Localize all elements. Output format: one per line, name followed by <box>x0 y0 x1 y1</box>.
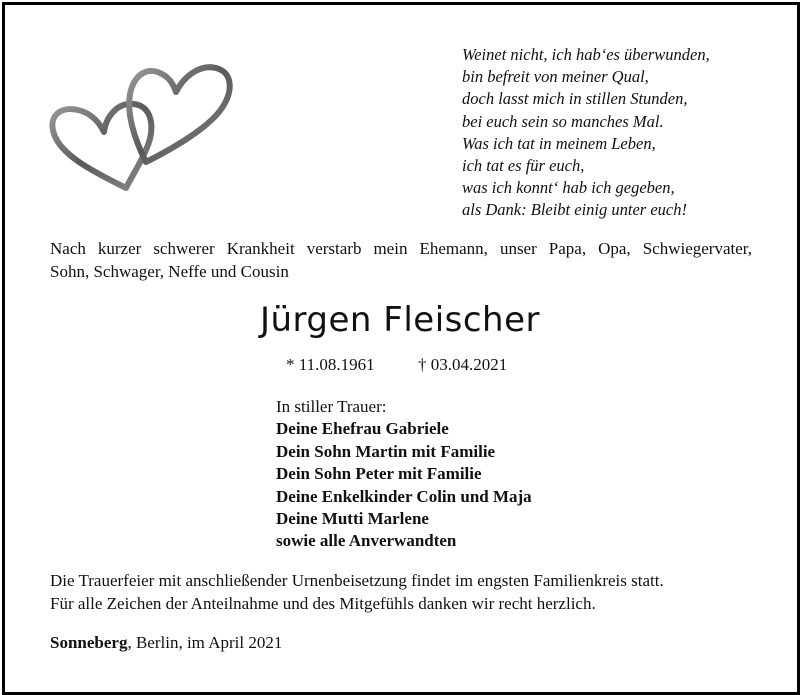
closing-line: Für alle Zeichen der Anteilnahme und des Mitgefühls danken wir recht herzlich. <box>50 593 596 613</box>
poem-line: bei euch sein so manches Mal. <box>462 111 664 131</box>
signature <box>50 633 282 653</box>
poem-line: Was ich tat in meinem Leben, <box>462 133 656 153</box>
mourners-block <box>276 396 532 553</box>
poem-line: als Dank: Bleibt einig unter euch! <box>462 200 687 220</box>
signature-rest: , Berlin, im April 2021 <box>127 633 283 652</box>
mourners-lead: In stiller Trauer: <box>276 397 387 416</box>
two-hearts-icon <box>48 58 234 198</box>
intro-line: Sohn, Schwager, Neffe und Cousin <box>50 262 289 281</box>
signature-place: Sonneberg <box>50 633 128 652</box>
mourner-name: Deine Ehefrau Gabriele <box>276 419 449 439</box>
intro-text <box>50 237 752 283</box>
poem-line: bin befreit von meiner Qual, <box>462 67 649 87</box>
death-date: † 03.04.2021 <box>418 355 508 374</box>
poem-line: Weinet nicht, ich hab‘es überwunden, <box>462 45 710 64</box>
mourner-name: Dein Sohn Martin mit Familie <box>276 441 496 461</box>
birth-date: * 11.08.1961 <box>286 355 375 374</box>
intro-line: Nach kurzer schwerer Krankheit verstarb mein Ehemann, unser Papa, Opa, Schwiegervater, <box>50 239 752 258</box>
mourner-name: Dein Sohn Peter mit Familie <box>276 464 482 484</box>
mourner-name: Deine Enkelkinder Colin und Maja <box>276 486 532 506</box>
poem <box>462 44 782 222</box>
deceased-name: Jürgen Fleischer <box>259 300 541 340</box>
mourner-name: Deine Mutti Marlene <box>276 509 429 529</box>
poem-line: ich tat es für euch, <box>462 156 585 176</box>
closing-text <box>50 570 664 615</box>
poem-line: was ich konnt‘ hab ich gegeben, <box>462 178 675 198</box>
mourner-name: sowie alle Anverwandten <box>276 531 457 551</box>
poem-line: doch lasst mich in stillen Stunden, <box>462 89 688 109</box>
closing-line: Die Trauerfeier mit anschließender Urnenbeisetzung findet im engsten Familienkreis statt. <box>50 571 664 590</box>
